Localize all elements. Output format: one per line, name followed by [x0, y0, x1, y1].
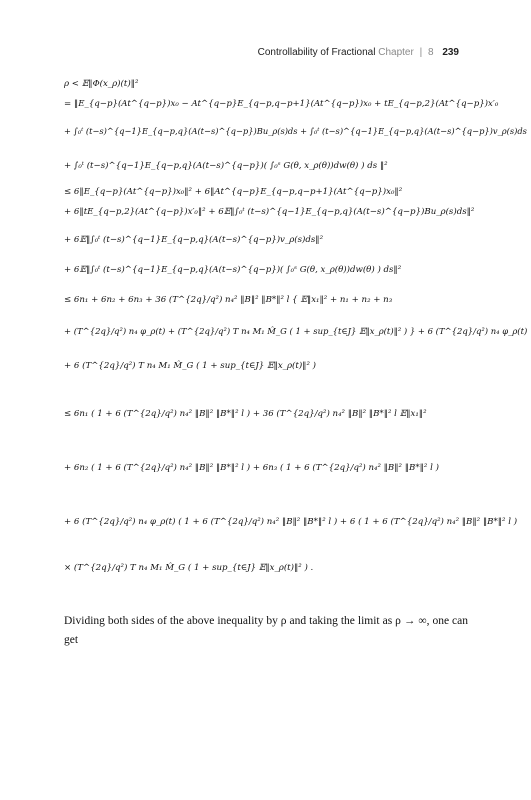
- equation-line: + ∫₀ᵗ (t−s)^{q−1}E_{q−p,q}(A(t−s)^{q−p})Bu_ρ(s)ds + ∫₀ᵗ (t−s)^{q−1}E_{q−p,q}(A(t−s)^{q−p})v_ρ(s)ds: [64, 127, 527, 137]
- equation-block: [64, 78, 528, 588]
- equation-line: = ‖E_{q−p}(At^{q−p})x₀ − At^{q−p}E_{q−p,q−p+1}(At^{q−p})x₀ + tE_{q−p,2}(At^{q−p})x′₀: [64, 99, 499, 109]
- equation-line: ≤ 6n₁ ( 1 + 6 (T^{2q}/q²) n₄² ‖B‖² ‖B*‖² l ) + 36 (T^{2q}/q²) n₄² ‖B‖² ‖B*‖² l 𝔼‖x₁‖²: [64, 409, 427, 419]
- equation-line: × (T^{2q}/q²) T n₄ M₁ M̂_G ( 1 + sup_{t∈J} 𝔼‖x_ρ(t)‖² ) .: [64, 563, 314, 573]
- equation-line: + 6‖tE_{q−p,2}(At^{q−p})x′₀‖² + 6𝔼‖∫₀ᵗ (t−s)^{q−1}E_{q−p,q}(A(t−s)^{q−p})Bu_ρ(s)ds‖²: [64, 207, 475, 217]
- body-paragraph: Dividing both sides of the above inequality by ρ and taking the limit as ρ → ∞, one can get: [64, 615, 468, 646]
- equation-line: + 6n₂ ( 1 + 6 (T^{2q}/q²) n₄² ‖B‖² ‖B*‖² l ) + 6n₃ ( 1 + 6 (T^{2q}/q²) n₄² ‖B‖² ‖B*‖² l ): [64, 463, 439, 473]
- equation-line: ≤ 6‖E_{q−p}(At^{q−p})x₀‖² + 6‖At^{q−p}E_{q−p,q−p+1}(At^{q−p})x₀‖²: [64, 187, 403, 197]
- equation-line: + 6 (T^{2q}/q²) T n₄ M₁ M̂_G ( 1 + sup_{t∈J} 𝔼‖x_ρ(t)‖² ): [64, 361, 317, 371]
- equation-line: + ∫₀ᵗ (t−s)^{q−1}E_{q−p,q}(A(t−s)^{q−p})( ∫₀ˢ G(θ, x_ρ(θ))dw(θ) ) ds ‖²: [64, 161, 388, 171]
- header-chapter-number: 8: [427, 47, 434, 58]
- equation-line: ρ < 𝔼‖Φ(x_ρ)(t)‖²: [64, 79, 139, 89]
- equation-line: + 6𝔼‖∫₀ᵗ (t−s)^{q−1}E_{q−p,q}(A(t−s)^{q−p})v_ρ(s)ds‖²: [64, 235, 324, 245]
- equation-line: + 6𝔼‖∫₀ᵗ (t−s)^{q−1}E_{q−p,q}(A(t−s)^{q−p})( ∫₀ˢ G(θ, x_ρ(θ))dw(θ) ) ds‖²: [64, 265, 402, 275]
- equation-line: + (T^{2q}/q²) n₄ φ_ρ(t) + (T^{2q}/q²) T n₄ M₁ M̂_G ( 1 + sup_{t∈J} 𝔼‖x_ρ(t)‖² ) } + 6 (T^{2q}/q²) n₄ φ_ρ(t): [64, 327, 528, 337]
- running-header: [258, 47, 459, 58]
- header-chapter-word: Chapter: [378, 47, 414, 58]
- header-title: Controllability of Fractional: [257, 47, 376, 58]
- header-separator: |: [419, 47, 423, 58]
- equation-line: + 6 (T^{2q}/q²) n₄ φ_ρ(t) ( 1 + 6 (T^{2q}/q²) n₄² ‖B‖² ‖B*‖² l ) + 6 ( 1 + 6 (T^{2q}/q²) n₄² ‖B‖² ‖B*‖² l ): [64, 517, 518, 527]
- page-number: 239: [442, 47, 459, 58]
- equation-line: ≤ 6n₁ + 6n₂ + 6n₃ + 36 (T^{2q}/q²) n₄² ‖B‖² ‖B*‖² l { 𝔼‖x₁‖² + n₁ + n₂ + n₃: [64, 295, 393, 305]
